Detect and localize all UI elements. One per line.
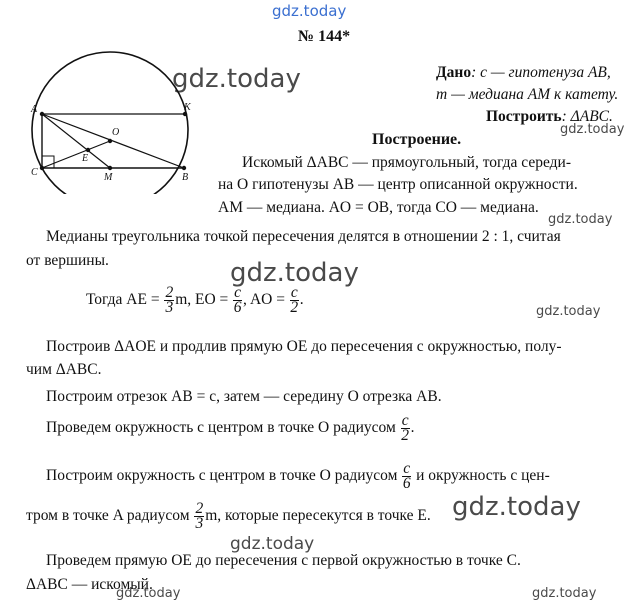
label-O: O <box>112 127 120 138</box>
label-K: K <box>184 102 191 113</box>
fraction-c-half <box>290 286 299 315</box>
geometry-figure <box>18 44 208 194</box>
watermark: gdz.today <box>532 586 597 601</box>
paragraph-5 <box>46 414 414 443</box>
point-E <box>86 148 90 152</box>
point-M <box>108 166 112 170</box>
paragraph-3-line-2: чим ΔABC. <box>26 361 102 378</box>
median-AM <box>42 114 110 168</box>
fraction-numerator: 2 <box>165 284 174 301</box>
fraction-denominator: 6 <box>233 299 242 316</box>
fraction-c-sixth <box>233 286 242 315</box>
paragraph-6-line-1 <box>46 462 550 491</box>
paragraph-1-line-2: на O гипотенузы AB — центр описанной окружности. <box>218 176 578 193</box>
watermark: gdz.today <box>230 258 359 288</box>
watermark: gdz.today <box>452 492 581 522</box>
build-label: Построить <box>486 108 562 125</box>
fraction-denominator: 2 <box>401 427 409 444</box>
build-value: : ΔABC. <box>561 108 613 125</box>
watermark: gdz.today <box>536 304 601 319</box>
paragraph-1-line-1: Искомый ΔABC — прямоугольный, тогда середи- <box>242 154 571 171</box>
given-text-1: : c — гипотенуза AB, <box>471 64 611 81</box>
watermark: gdz.today <box>230 534 315 554</box>
paragraph-4: Построим отрезок AB = c, затем — середину O отрезка AB. <box>46 388 442 405</box>
label-A: A <box>31 104 38 115</box>
paragraph-5-text: Проведем окружность с центром в точке O радиусом <box>46 419 396 437</box>
label-C: C <box>31 167 38 178</box>
given-line-2: m — медиана AM к катету. <box>436 86 619 103</box>
formula-end: . <box>299 291 304 309</box>
construction-heading: Построение. <box>372 131 462 148</box>
fraction-numerator: c <box>290 284 298 301</box>
fraction-denominator: 3 <box>165 299 174 316</box>
fraction-two-thirds <box>164 286 174 315</box>
watermark: gdz.today <box>172 64 301 94</box>
problem-number: № 144* <box>298 28 351 45</box>
point-C <box>40 166 44 170</box>
fraction-numerator: c <box>401 412 409 429</box>
fraction-denominator: 3 <box>195 515 204 532</box>
given-line-1 <box>436 64 611 82</box>
build-line <box>486 108 613 126</box>
paragraph-6b-post: m, которые пересекутся в точке E. <box>205 507 431 525</box>
formula-prefix: Тогда AE = <box>86 291 160 309</box>
paragraph-6-line-2 <box>26 502 431 531</box>
formula-middle-2: , AO = <box>243 291 285 309</box>
label-M: M <box>104 172 113 183</box>
paragraph-2-line-2: от вершины. <box>26 252 109 269</box>
median-CO <box>42 141 110 168</box>
fraction-denominator: 6 <box>402 475 411 492</box>
paragraph-2-line-1: Медианы треугольника точкой пересечения делятся в отношении 2 : 1, считая <box>46 228 561 245</box>
paragraph-6-text: Построим окружность с центром в точке O радиусом <box>46 467 398 485</box>
fraction-two-thirds <box>194 502 204 531</box>
paragraph-6b-text: тром в точке A радиусом <box>26 507 190 525</box>
paragraph-1-line-3: AM — медиана. AO = OB, тогда CO — медиана. <box>218 199 539 216</box>
label-B: B <box>182 172 189 183</box>
label-E: E <box>82 153 89 164</box>
paragraph-5-end: . <box>410 419 415 437</box>
formula-middle-1: m, EO = <box>175 291 229 309</box>
fraction-numerator: 2 <box>195 500 204 517</box>
paragraph-3-line-1: Построив ΔAOE и продлив прямую OE до пересечения с окружностью, полу- <box>46 338 562 355</box>
fraction-c-sixth <box>402 462 411 491</box>
fraction-denominator: 2 <box>290 299 299 316</box>
fraction-numerator: c <box>234 284 242 301</box>
paragraph-7-line-2: ΔABC — искомый. <box>26 576 153 593</box>
fraction-c-half <box>401 414 410 443</box>
paragraph-7-line-1: Проведем прямую OE до пересечения с первой окружностью в точке C. <box>46 552 521 569</box>
point-O <box>108 139 112 143</box>
paragraph-6-post: и окружность с цен- <box>416 467 550 485</box>
watermark: gdz.today <box>548 212 613 227</box>
given-label: Дано <box>436 64 472 81</box>
formula-line <box>86 286 304 315</box>
watermark: gdz.today <box>116 586 181 601</box>
watermark: gdz.today <box>560 122 625 137</box>
fraction-numerator: c <box>403 460 411 477</box>
point-B <box>182 166 186 170</box>
watermark-top: gdz.today <box>272 2 347 20</box>
point-A <box>40 112 44 116</box>
